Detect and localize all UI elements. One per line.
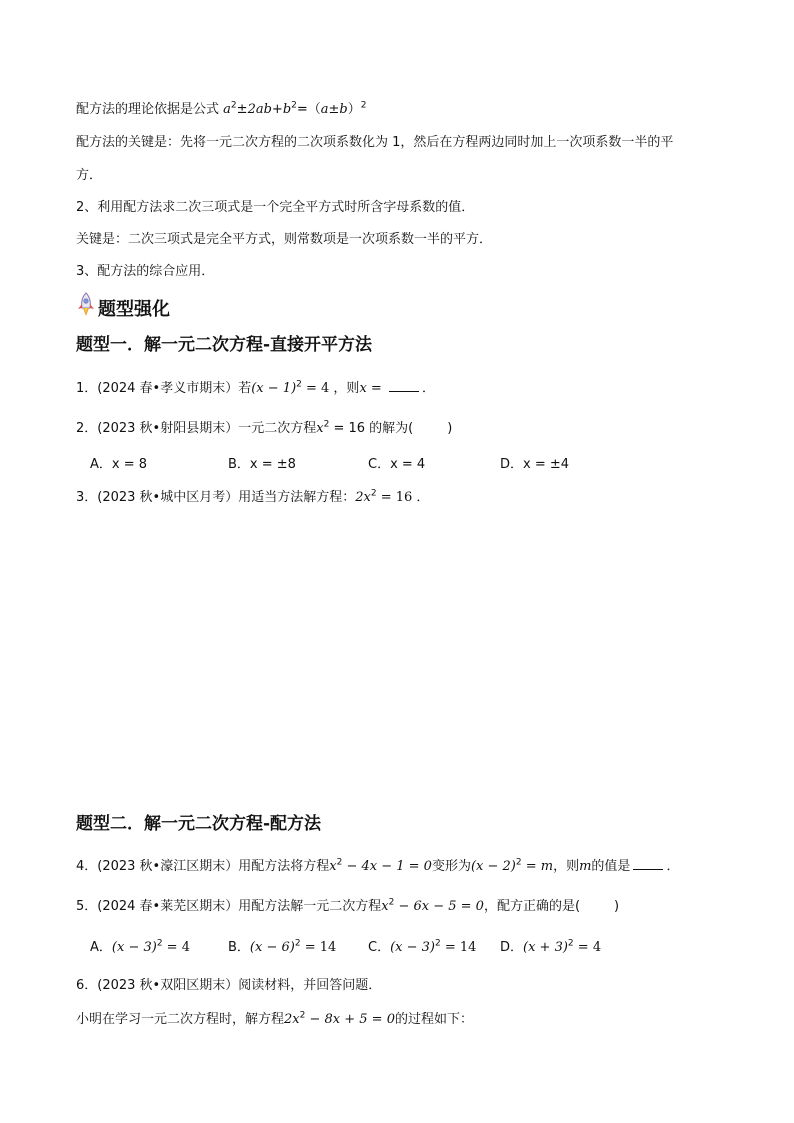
q3-exp: 2 xyxy=(370,488,377,499)
q1-exp: 2 xyxy=(296,379,302,390)
key-line-2: 方． xyxy=(76,168,103,183)
q5-option-c-rest: = 14 xyxy=(440,940,477,955)
q4-exp: 2 xyxy=(336,857,343,868)
q4-mid: 变形为 xyxy=(431,859,471,874)
q4-eq2: (x − 2) xyxy=(470,859,516,874)
formula-exp: 2 xyxy=(291,100,297,111)
q5-option-b-label: B． xyxy=(228,940,250,955)
q1-mid: = 4 ，则 xyxy=(301,381,360,396)
q2-mid: = 16 的解为( xyxy=(329,421,414,436)
q2-exp: 2 xyxy=(323,419,330,430)
q5-option-c-expr: (x − 3) xyxy=(390,940,435,955)
theory-prefix: 配方法的理论依据是公式 xyxy=(76,102,220,117)
formula-2ab: 2ab xyxy=(247,102,272,117)
q6-eq-rest: − 8x + 5 = 0 xyxy=(305,1012,395,1027)
q6-eq: 2x xyxy=(284,1012,300,1027)
q4-var: m xyxy=(579,859,592,874)
point-2-key: 关键是：二次三项式是完全平方式，则常数项是一次项系数一半的平方． xyxy=(76,232,493,247)
formula-exp: 2 xyxy=(230,100,237,111)
q5-option-a-label: A． xyxy=(90,940,112,955)
q4-eq1: x xyxy=(329,859,337,874)
q5-option-c-label: C． xyxy=(368,940,391,955)
q4-prefix: 4．(2023 秋•濠江区期末）用配方法将方程 xyxy=(76,859,330,874)
q5-option-b[interactable] xyxy=(228,938,336,958)
question-5 xyxy=(76,897,619,917)
question-3 xyxy=(76,488,429,508)
q6-text-end: 的过程如下： xyxy=(394,1012,473,1027)
q5-option-b-expr: (x − 6) xyxy=(249,940,295,955)
q6-exp: 2 xyxy=(299,1010,306,1021)
formula-close: ） xyxy=(347,102,361,117)
question-1 xyxy=(76,379,435,399)
formula-plus: + xyxy=(271,102,283,117)
q4-eq2-rest: = m xyxy=(521,859,554,874)
q1-var: x xyxy=(359,381,367,396)
q1-answer-blank[interactable] xyxy=(389,379,419,392)
q1-prefix: 1．(2024 春•孝义市期末）若 xyxy=(76,381,252,396)
q2-option-a[interactable]: A．x = 8 xyxy=(90,457,148,472)
q2-option-b[interactable]: B．x = ±8 xyxy=(228,457,296,472)
type2-title: 题型二．解一元二次方程-配方法 xyxy=(76,814,322,834)
q2-option-d[interactable]: D．x = ±4 xyxy=(500,457,570,472)
key-line-1: 配方法的关键是：先将一元二次方程的二次项系数化为 1，然后在方程两边同时加上一次项系数一半的平 xyxy=(76,135,674,150)
formula-pm: ± xyxy=(236,102,248,117)
q5-eq-rest: − 6x − 5 = 0 xyxy=(394,899,484,914)
q5-option-d-label: D． xyxy=(500,940,524,955)
q1-end: ． xyxy=(421,381,435,396)
question-6: 6．(2023 秋•双阳区期末）阅读材料，并回答问题． xyxy=(76,978,382,993)
q6-text-prefix: 小明在学习一元二次方程时，解方程 xyxy=(76,1012,285,1027)
q5-mid: ，配方正确的是( xyxy=(483,899,581,914)
q4-exp2: 2 xyxy=(515,857,522,868)
section-heading xyxy=(76,296,170,322)
q5-eq: x xyxy=(381,899,389,914)
q4-eq1-rest: − 4x − 1 = 0 xyxy=(342,859,432,874)
q3-prefix: 3．(2023 秋•城中区月考）用适当方法解方程： xyxy=(76,490,356,505)
q5-exp: 2 xyxy=(388,897,395,908)
q5-option-b-rest: = 14 xyxy=(300,940,337,955)
q5-option-d-rest: = 4 xyxy=(573,940,602,955)
q5-option-a[interactable] xyxy=(90,938,190,958)
q1-eq: = xyxy=(366,381,386,396)
q1-expr: (x − 1) xyxy=(251,381,297,396)
formula-exp: 2 xyxy=(360,100,367,111)
question-2 xyxy=(76,419,452,439)
rocket-icon xyxy=(76,292,96,322)
q3-end: = 16 ． xyxy=(376,490,430,505)
q5-option-a-expr: (x − 3) xyxy=(111,940,157,955)
q5-close: ) xyxy=(614,899,620,914)
q5-option-d-expr: (x + 3) xyxy=(523,940,568,955)
q3-expr: 2x xyxy=(355,490,371,505)
q2-expr: x xyxy=(316,421,324,436)
q2-option-c[interactable]: C．x = 4 xyxy=(368,457,426,472)
question-6-text xyxy=(76,1010,473,1030)
question-4 xyxy=(76,857,679,877)
q4-mid2: ，则 xyxy=(553,859,580,874)
section-title: 题型强化 xyxy=(98,299,170,320)
q5-option-c-exp: 2 xyxy=(434,938,441,949)
q5-prefix: 5．(2024 春•莱芜区期末）用配方法解一元二次方程 xyxy=(76,899,382,914)
q2-close: ) xyxy=(447,421,453,436)
q4-end: 的值是 xyxy=(591,859,631,874)
q4-dot: ． xyxy=(666,859,680,874)
formula-eq: =（ xyxy=(296,102,321,117)
q5-option-d-exp: 2 xyxy=(567,938,574,949)
formula-apmb: a±b xyxy=(320,102,348,117)
q5-option-b-exp: 2 xyxy=(294,938,301,949)
theory-line xyxy=(76,100,367,120)
q5-option-a-rest: = 4 xyxy=(162,940,190,955)
q5-option-a-exp: 2 xyxy=(156,938,163,949)
q5-option-c[interactable] xyxy=(368,938,476,958)
formula-b: b xyxy=(282,102,292,117)
point-2: 2、利用配方法求二次三项式是一个完全平方式时所含字母系数的值． xyxy=(76,200,475,215)
type1-title: 题型一．解一元二次方程-直接开平方法 xyxy=(76,335,373,355)
formula-a: a xyxy=(223,102,231,117)
q4-answer-blank[interactable] xyxy=(633,857,663,870)
point-3: 3、配方法的综合应用． xyxy=(76,264,215,279)
q2-prefix: 2．(2023 秋•射阳县期末）一元二次方程 xyxy=(76,421,317,436)
q5-option-d[interactable] xyxy=(500,938,601,958)
